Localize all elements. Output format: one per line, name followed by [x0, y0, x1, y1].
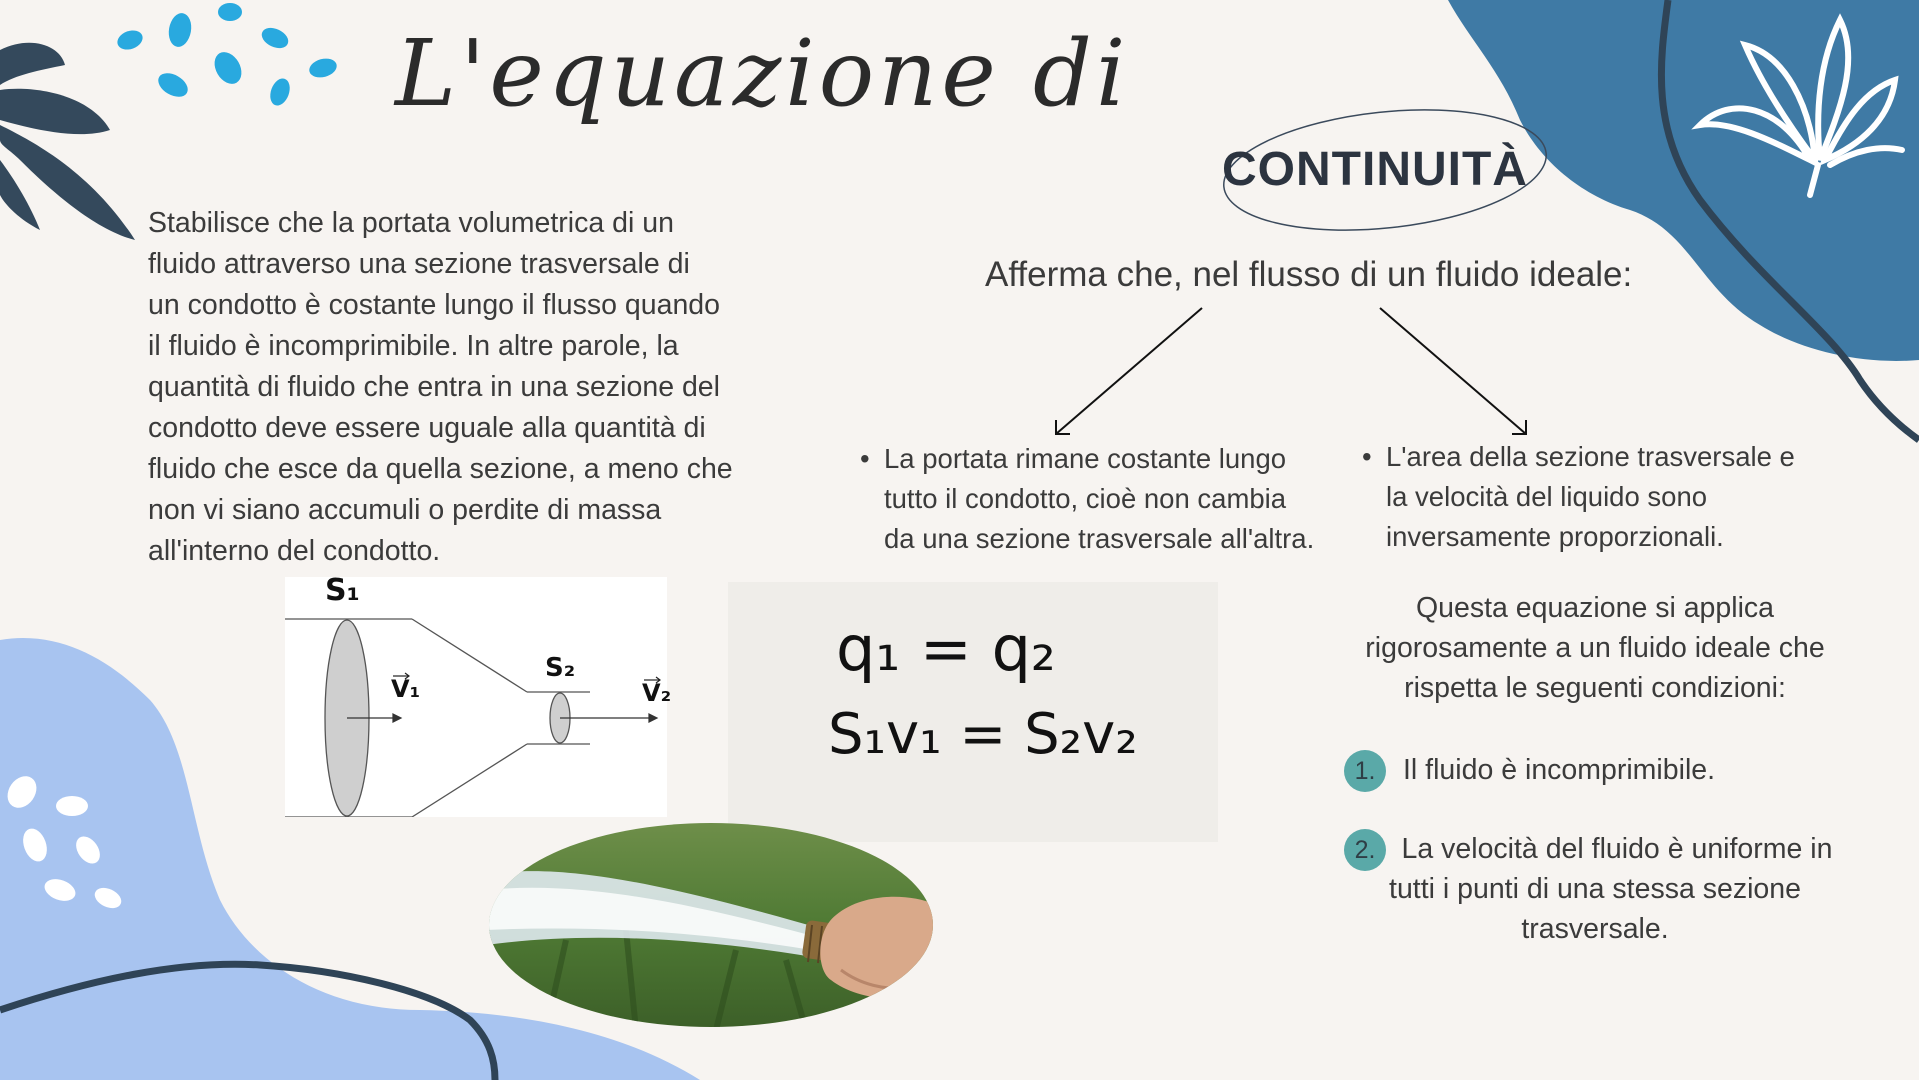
- applica-text: [1335, 588, 1855, 708]
- intro-line: un condotto è costante lungo il flusso quando: [148, 289, 721, 321]
- formula-panel: [728, 582, 1218, 842]
- bullet-line: La portata rimane costante lungo: [884, 443, 1287, 474]
- intro-line: Stabilisce che la portata volumetrica di un: [148, 207, 674, 239]
- condition-number-badge: 2.: [1344, 829, 1386, 871]
- bullet-line: inversamente proporzionali.: [1386, 521, 1724, 552]
- condition-1: [1403, 750, 1715, 790]
- bullet-dot: •: [860, 443, 870, 474]
- v2-label: V₂: [642, 679, 672, 707]
- intro-line: all'interno del condotto.: [148, 535, 441, 567]
- formula-line-2: S₁v₁ = S₂v₂: [828, 702, 1138, 767]
- intro-line: quantità di fluido che entra in una sezione del: [148, 371, 720, 403]
- condition-line: trasversale.: [1521, 913, 1669, 945]
- pipe-diagram: [285, 573, 672, 817]
- bullet-right: [1362, 437, 1795, 557]
- formula-line-1: q₁ = q₂: [836, 612, 1056, 685]
- white-dots-decoration: [0, 770, 140, 920]
- branch-arrows: [1040, 300, 1550, 445]
- bullet-line: tutto il condotto, cioè non cambia: [884, 483, 1287, 514]
- intro-paragraph: [148, 203, 808, 572]
- vector-arrow-marks: [285, 577, 667, 697]
- intro-line: fluido che esce da quella sezione, a meno che: [148, 453, 733, 485]
- title-script: L'equazione di: [395, 20, 1130, 127]
- s2-label: S₂: [545, 653, 576, 683]
- condition-number-badge: 1.: [1344, 750, 1386, 792]
- v1-label: V₁: [391, 675, 421, 703]
- afferma-heading: Afferma che, nel flusso di un fluido ideale:: [985, 255, 1633, 294]
- intro-line: il fluido è incomprimibile. In altre parole, la: [148, 330, 679, 362]
- condition-line: La velocità del fluido è uniforme in: [1401, 833, 1833, 865]
- s1-label: S₁: [325, 573, 360, 608]
- title-bold: CONTINUITÀ: [1222, 143, 1528, 196]
- bullet-dot: •: [1362, 441, 1372, 472]
- applica-line: rigorosamente a un fluido ideale che: [1365, 632, 1825, 664]
- condition-2: [1335, 829, 1855, 949]
- bullet-line: la velocità del liquido sono: [1386, 481, 1708, 512]
- condition-line: Il fluido è incomprimibile.: [1403, 754, 1716, 786]
- bullet-left: [860, 439, 1315, 559]
- applica-line: rispetta le seguenti condizioni:: [1404, 672, 1786, 704]
- bullet-line: da una sezione trasversale all'altra.: [884, 523, 1315, 554]
- intro-line: non vi siano accumuli o perdite di massa: [148, 494, 662, 526]
- bullet-line: L'area della sezione trasversale e: [1386, 441, 1795, 472]
- condition-line: tutti i punti di una stessa sezione: [1389, 873, 1801, 905]
- intro-line: fluido attraverso una sezione trasversale di: [148, 248, 690, 280]
- hose-water-photo: [486, 820, 936, 1030]
- intro-line: condotto deve essere uguale alla quantità di: [148, 412, 706, 444]
- applica-line: Questa equazione si applica: [1415, 592, 1775, 624]
